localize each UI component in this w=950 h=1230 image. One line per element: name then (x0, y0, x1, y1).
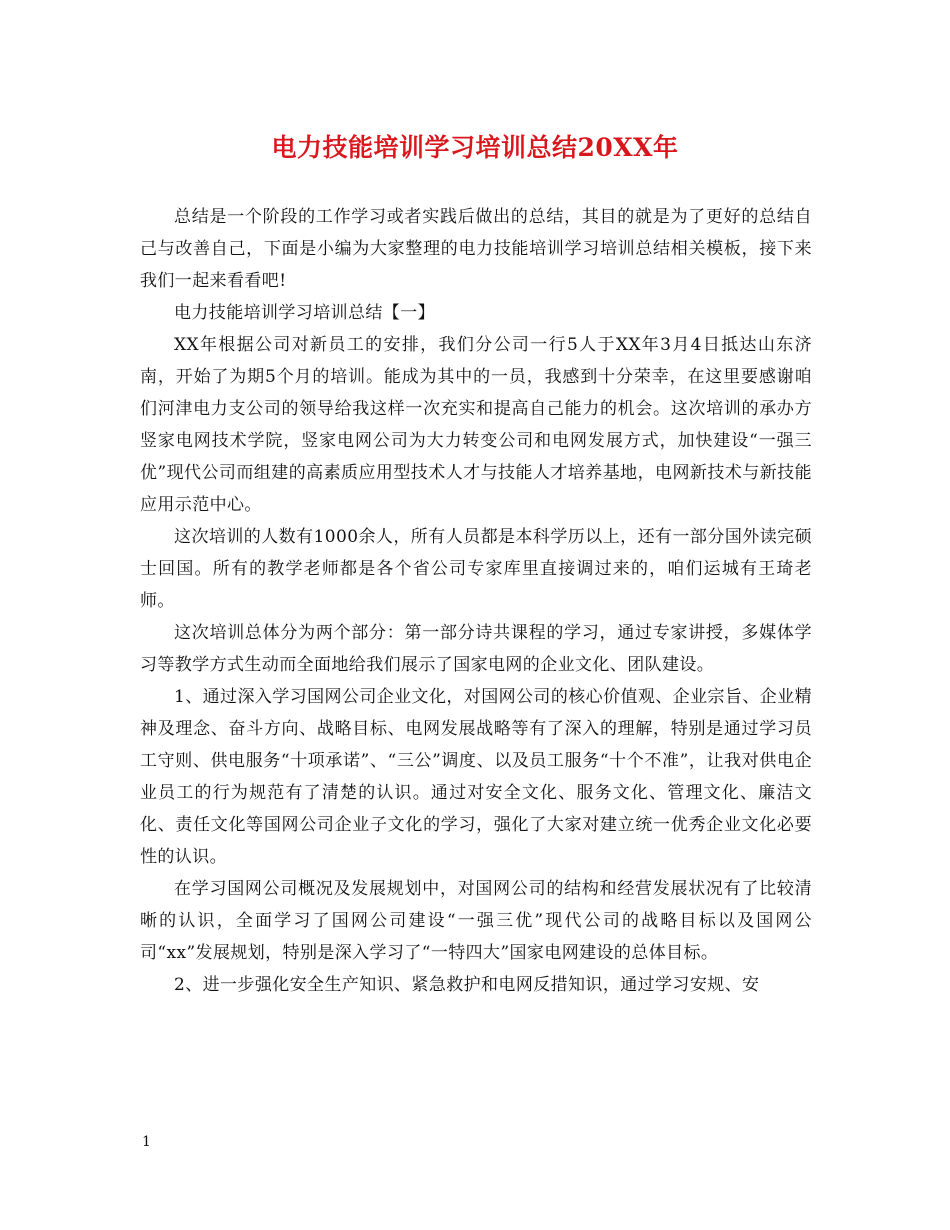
paragraph-point-2: 2、进一步强化安全生产知识、紧急救护和电网反措知识，通过学习安规、安 (174, 975, 760, 995)
document-title: 电力技能培训学习培训总结20XX年 (271, 133, 679, 162)
paragraph-point-1: 1、通过深入学习国网公司企业文化，对国网公司的核心价值观、企业宗旨、企业精神及理念、奋斗方向、战略目标、电网发展战略等有了深入的理解，特别是通过学习员工守则、供电服务“十项承诺”、“三公”调度、以及员工服务“十个不准”，让我对供电企业员工的行为规范有了清楚的认识。通过对安全文化、服务文化、管理文化、廉洁文化、责任文化等国网公司企业子文化的学习，强化了大家对建立统一优秀企业文化必要性的认识。 (140, 687, 812, 867)
paragraph-section-heading: 电力技能培训学习培训总结【一】 (174, 303, 435, 323)
paragraph-training-arrival: XX年根据公司对新员工的安排，我们分公司一行5人于XX年3月4日抵达山东济南，开始了为期5个月的培训。能成为其中的一员，我感到十分荣幸，在这里要感谢咱们河津电力支公司的领导给我这样一次充实和提高自己能力的机会。这次培训的承办方竖家电网技术学院，竖家电网公司为大力转变公司和电网发展方式，加快建设“一强三优”现代公司而组建的高素质应用型技术人才与技能人才培养基地，电网新技术与新技能应用示范中心。 (140, 335, 812, 515)
document-body (140, 201, 812, 1001)
paragraph-intro: 总结是一个阶段的工作学习或者实践后做出的总结，其目的就是为了更好的总结自己与改善自己，下面是小编为大家整理的电力技能培训学习培训总结相关模板，接下来我们一起来看看吧! (140, 207, 812, 291)
page-number: 1 (142, 1134, 151, 1150)
paragraph-company-overview: 在学习国网公司概况及发展规划中，对国网公司的结构和经营发展状况有了比较清晰的认识，全面学习了国网公司建设“一强三优”现代公司的战略目标以及国网公司“xx”发展规划，特别是深入学习了“一特四大”国家电网建设的总体目标。 (140, 879, 812, 963)
paragraph-training-parts: 这次培训总体分为两个部分：第一部分诗共课程的学习，通过专家讲授，多媒体学习等教学方式生动而全面地给我们展示了国家电网的企业文化、团队建设。 (140, 623, 812, 675)
paragraph-training-size: 这次培训的人数有1000余人，所有人员都是本科学历以上，还有一部分国外读完硕士回国。所有的教学老师都是各个省公司专家库里直接调过来的，咱们运城有王琦老师。 (140, 527, 812, 611)
